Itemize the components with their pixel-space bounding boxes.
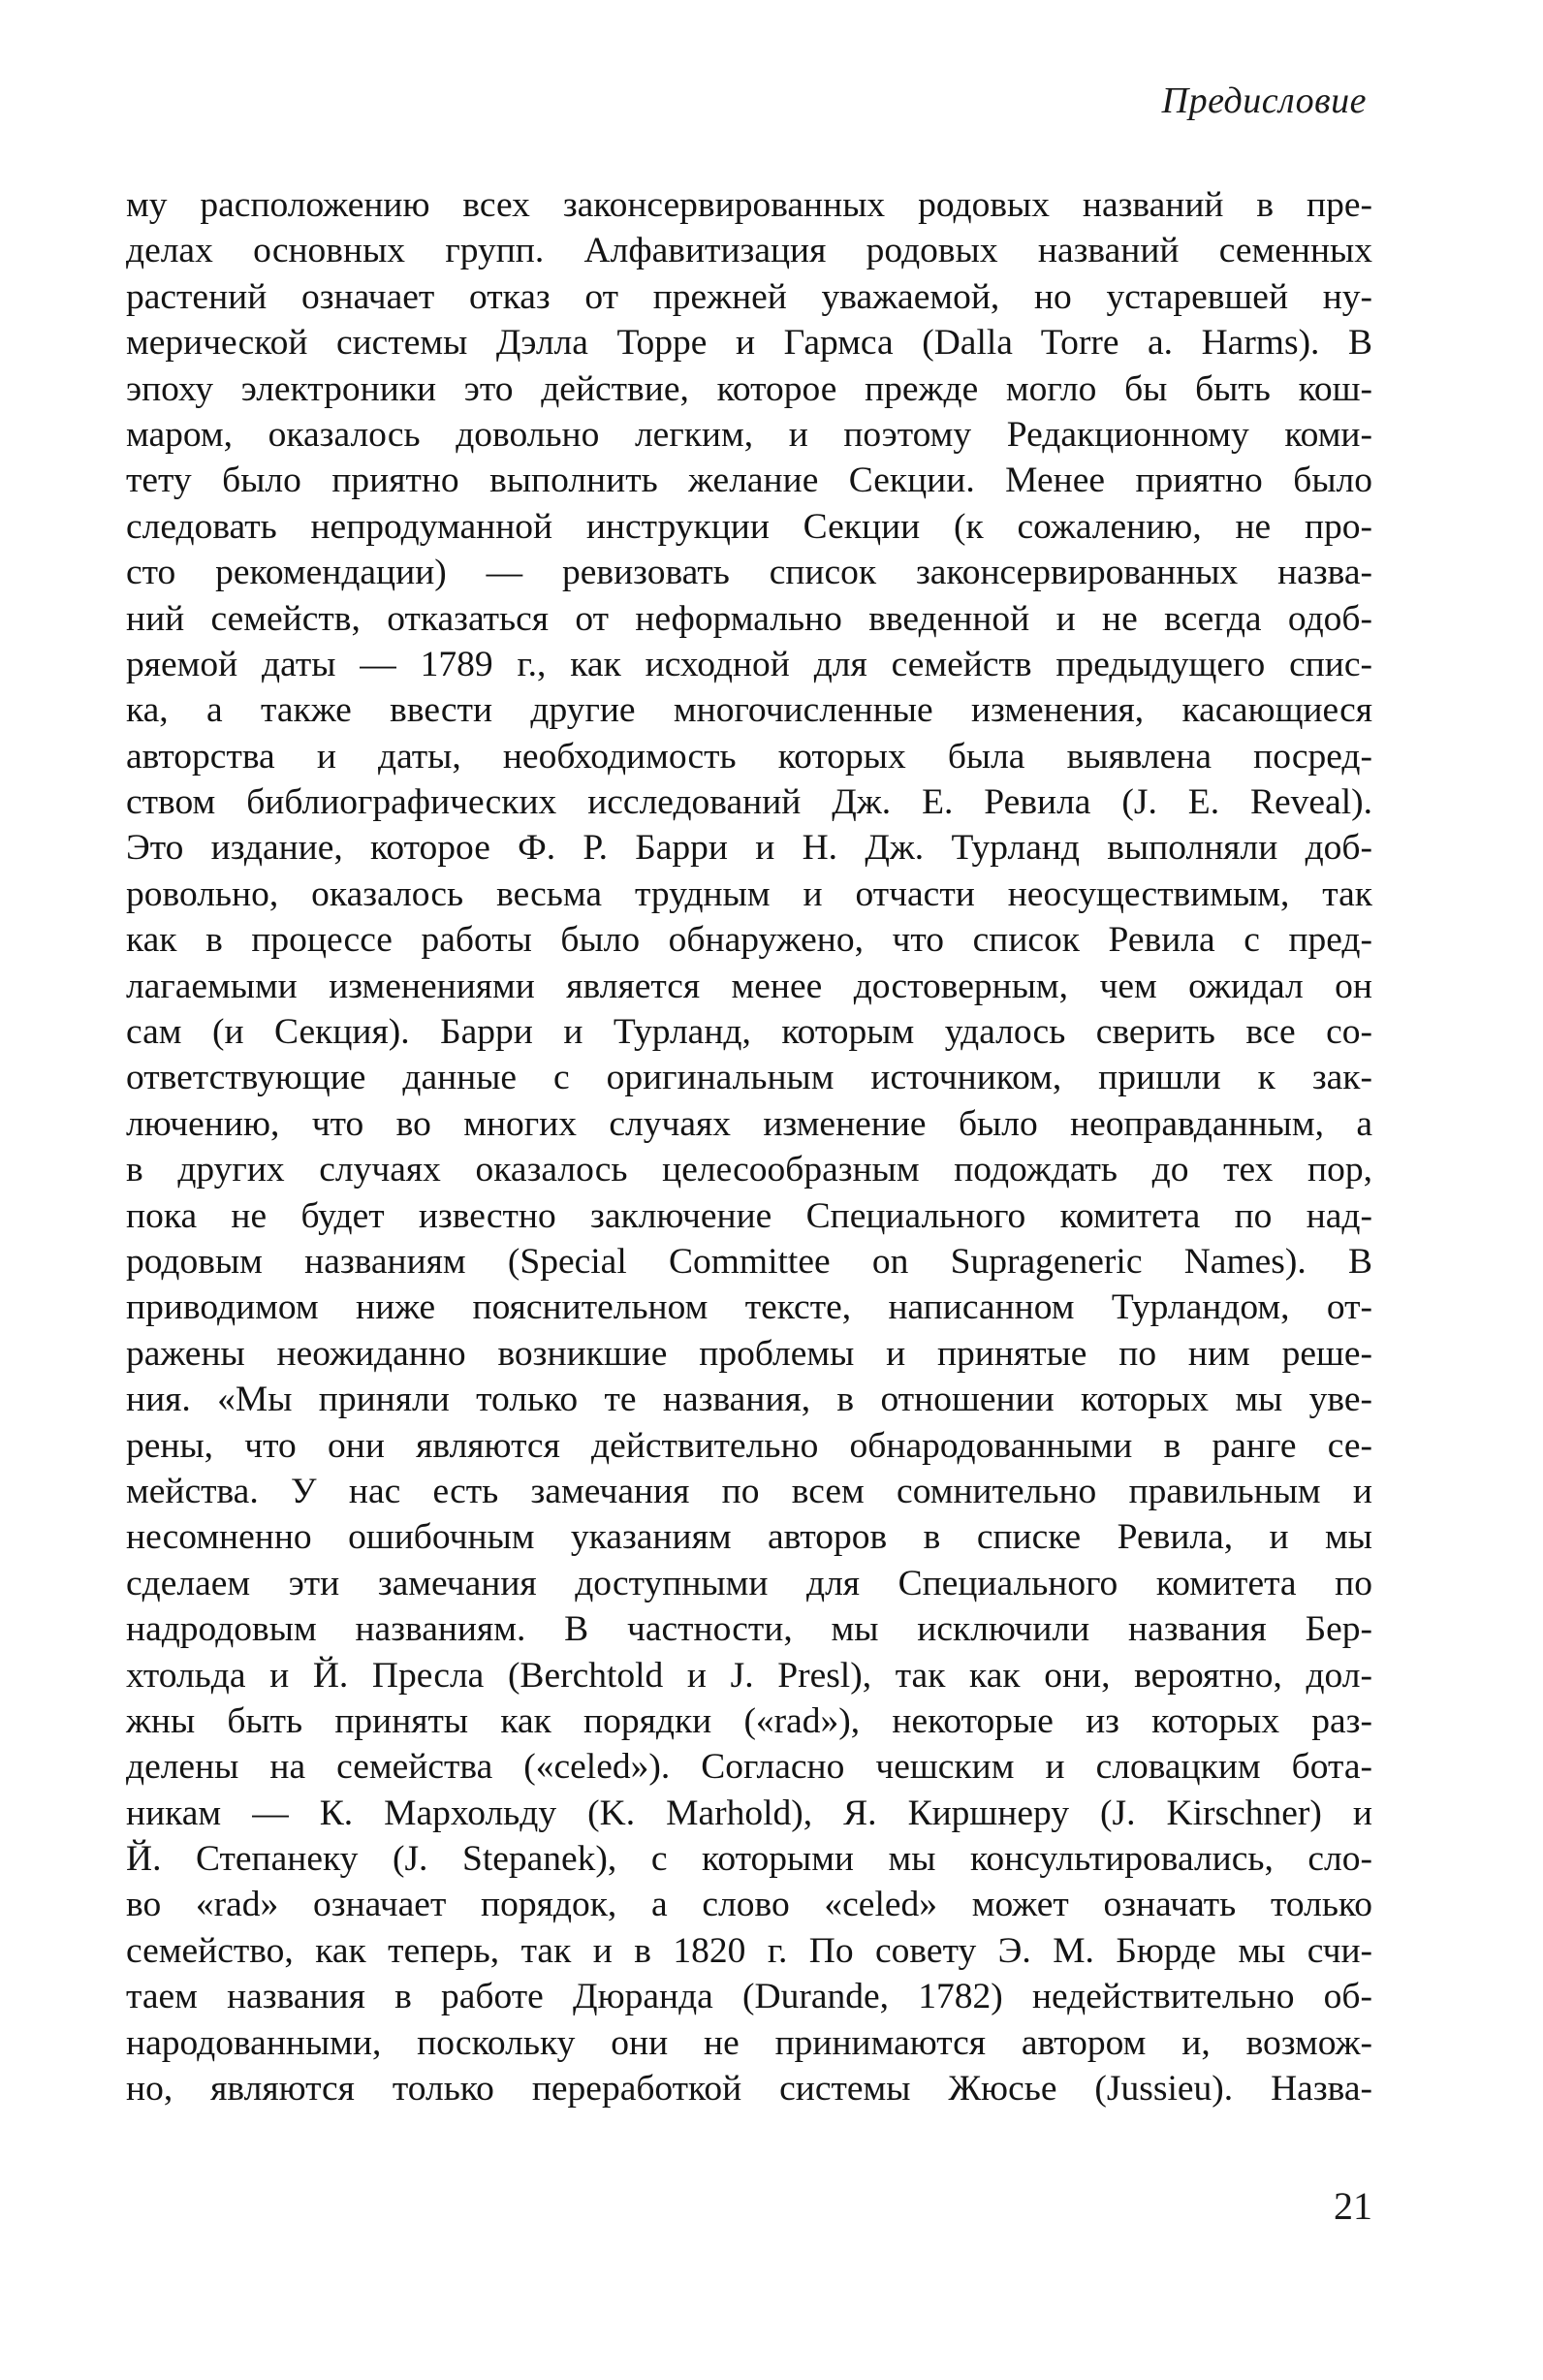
- text-line: приводимом ниже пояснительном тексте, написанном Турландом, от-: [126, 1287, 1372, 1328]
- text-line: растений означает отказ от прежней уважаемой, но устаревшей ну-: [126, 276, 1372, 317]
- text-line: несомненно ошибочным указаниям авторов в списке Ревила, и мы: [126, 1517, 1372, 1558]
- text-line: му расположению всех законсервированных родовых названий в пре-: [126, 185, 1372, 225]
- text-line: пока не будет известно заключение Специального комитета по над-: [126, 1195, 1372, 1236]
- text-line: ражены неожиданно возникшие проблемы и принятые по ним реше-: [126, 1333, 1372, 1374]
- page-number: 21: [1334, 2184, 1372, 2228]
- text-line: таем названия в работе Дюранда (Durande, 1782) недействительно об-: [126, 1977, 1372, 2017]
- text-line: Это издание, которое Ф. Р. Барри и Н. Дж. Турланд выполняли доб-: [126, 828, 1372, 869]
- text-line: родовым названиям (Special Committee on Suprageneric Names). В: [126, 1241, 1372, 1282]
- text-line: сам (и Секция). Барри и Турланд, которым удалось сверить все со-: [126, 1012, 1372, 1053]
- text-line: ряемой даты — 1789 г., как исходной для семейств предыдущего спис-: [126, 644, 1372, 684]
- text-line: ния. «Мы приняли только те названия, в отношении которых мы уве-: [126, 1380, 1372, 1420]
- text-line: сделаем эти замечания доступными для Специального комитета по: [126, 1563, 1372, 1603]
- text-line: рены, что они являются действительно обнародованными в ранге се-: [126, 1425, 1372, 1466]
- text-line: семейство, как теперь, так и в 1820 г. По совету Э. М. Бюрде мы счи-: [126, 1930, 1372, 1971]
- text-line: мейства. У нас есть замечания по всем сомнительно правильным и: [126, 1471, 1372, 1511]
- text-line: ством библиографических исследований Дж. Е. Ревила (J. E. Reveal).: [126, 782, 1372, 823]
- text-line: надродовым названиям. В частности, мы исключили названия Бер-: [126, 1609, 1372, 1650]
- text-line: авторства и даты, необходимость которых была выявлена посред-: [126, 736, 1372, 777]
- text-line: делах основных групп. Алфавитизация родовых названий семенных: [126, 231, 1372, 271]
- text-line: ка, а также ввести другие многочисленные изменения, касающиеся: [126, 690, 1372, 731]
- text-line: народованными, поскольку они не принимаются автором и, возмож-: [126, 2022, 1372, 2063]
- text-line: ответствующие данные с оригинальным источником, пришли к зак-: [126, 1058, 1372, 1098]
- text-line: ровольно, оказалось весьма трудным и отчасти неосуществимым, так: [126, 873, 1372, 914]
- text-line: никам — К. Мархольду (K. Marhold), Я. Киршнеру (J. Kirschner) и: [126, 1793, 1372, 1833]
- text-line: Й. Степанеку (J. Stepanek), с которыми мы консультировались, сло-: [126, 1839, 1372, 1880]
- text-line: маром, оказалось довольно легким, и поэтому Редакционному коми-: [126, 414, 1372, 455]
- text-line: мерической системы Дэлла Торре и Гармса (Dalla Torre a. Harms). В: [126, 323, 1372, 364]
- text-line: делены на семейства («celed»). Согласно чешским и словацким бота-: [126, 1747, 1372, 1788]
- text-line: во «rad» означает порядок, а слово «celed» может означать только: [126, 1885, 1372, 1925]
- text-line: как в процессе работы было обнаружено, что список Ревила с пред-: [126, 920, 1372, 961]
- running-head-title: Предисловие: [1161, 80, 1367, 121]
- text-line: лючению, что во многих случаях изменение было неоправданным, а: [126, 1103, 1372, 1144]
- text-line: тету было приятно выполнить желание Секции. Менее приятно было: [126, 460, 1372, 501]
- text-line: ний семейств, отказаться от неформально введенной и не всегда одоб-: [126, 598, 1372, 639]
- body-text: [126, 182, 1372, 2111]
- text-line: следовать непродуманной инструкции Секции (к сожалению, не про-: [126, 506, 1372, 547]
- text-line: но, являются только переработкой системы Жюсье (Jussieu). Назва-: [126, 2069, 1372, 2110]
- text-line: лагаемыми изменениями является менее достоверным, чем ожидал он: [126, 966, 1372, 1006]
- text-line: в других случаях оказалось целесообразным подождать до тех пор,: [126, 1150, 1372, 1190]
- text-line: эпоху электроники это действие, которое прежде могло бы быть кош-: [126, 368, 1372, 409]
- text-line: сто рекомендации) — ревизовать список законсервированных назва-: [126, 553, 1372, 593]
- text-line: жны быть приняты как порядки («rad»), некоторые из которых раз-: [126, 1700, 1372, 1741]
- text-line: хтольда и Й. Пресла (Berchtold и J. Presl), так как они, вероятно, дол-: [126, 1655, 1372, 1696]
